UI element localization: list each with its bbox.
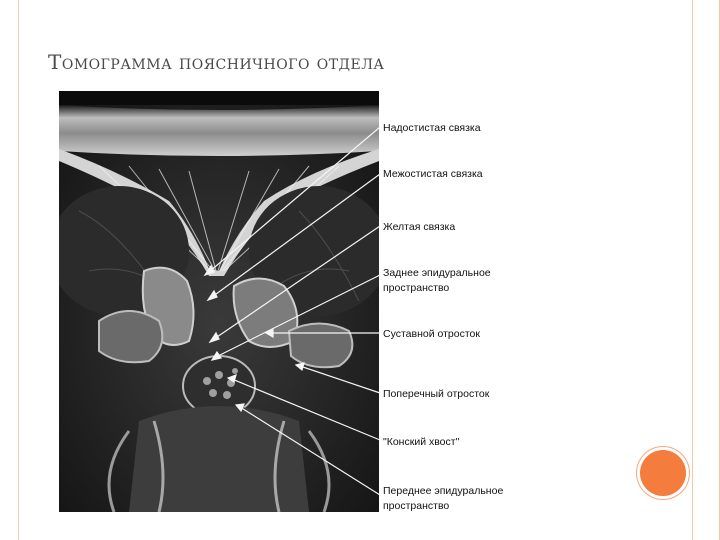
right-frame-border [692, 0, 720, 540]
label-posterior-epidural-line2: пространство [383, 282, 450, 294]
label-posterior-epidural-line1: Заднее эпидуральное [383, 267, 491, 279]
orange-circle-decoration [640, 450, 686, 496]
label-articular-process: Суставной отросток [383, 328, 480, 340]
annotation-labels [383, 0, 523, 540]
label-supraspinous-ligament: Надостистая связка [383, 122, 481, 134]
label-anterior-epidural-line2: пространство [383, 500, 450, 512]
left-frame-border [0, 0, 19, 540]
label-anterior-epidural-line1: Переднее эпидуральное [383, 485, 504, 497]
mri-scan-image [59, 91, 379, 512]
label-interspinous-ligament: Межостистая связка [383, 168, 483, 180]
slide-title: Томограмма поясничного отдела [48, 50, 385, 74]
label-cauda-equina: "Конский хвост" [383, 436, 460, 448]
label-transverse-process: Поперечный отросток [383, 388, 490, 400]
label-yellow-ligament: Желтая связка [383, 221, 456, 233]
